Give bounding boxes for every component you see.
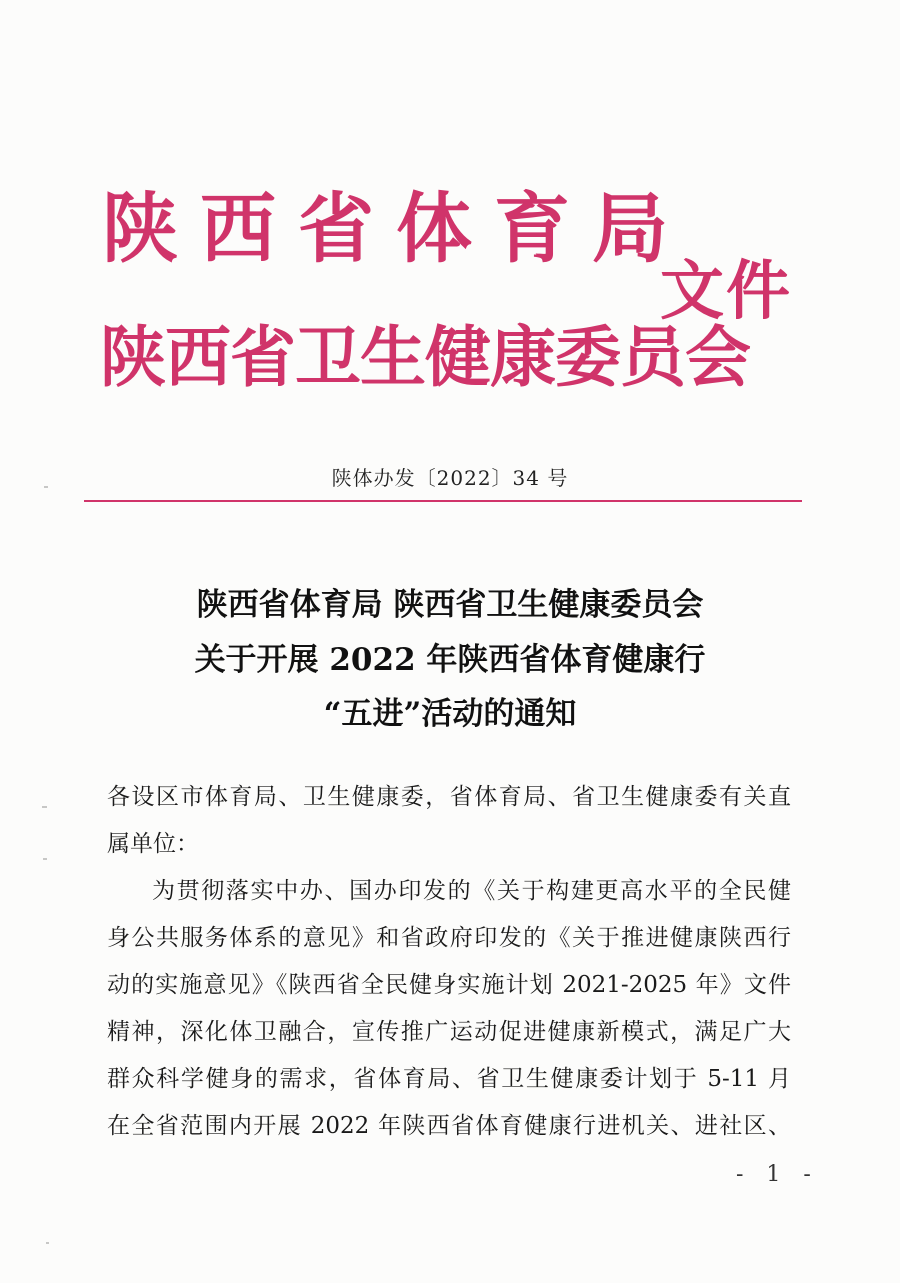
document-type-label: 文件 <box>660 255 792 329</box>
scan-speck <box>43 858 47 860</box>
scan-speck <box>42 806 47 808</box>
document-number: 陕体办发〔2022〕34 号 <box>331 466 569 490</box>
document-title-line-3: “五进”活动的通知 <box>323 696 577 732</box>
body-line: 精神，深化体卫融合，宣传推广运动促进健康新模式，满足广大 <box>107 1019 791 1045</box>
body-line: 群众科学健身的需求，省体育局、省卫生健康委计划于 5-11 月 <box>107 1066 791 1092</box>
document-title-line-2: 关于开展 2022 年陕西省体育健康行 <box>194 642 706 678</box>
scan-speck <box>44 486 48 488</box>
header-divider <box>84 500 802 502</box>
issuer-name-health-commission: 陕西省卫生健康委员会 <box>100 319 750 396</box>
body-line: 属单位： <box>107 831 199 857</box>
body-line: 在全省范围内开展 2022 年陕西省体育健康行进机关、进社区、 <box>107 1113 791 1139</box>
body-line: 身公共服务体系的意见》和省政府印发的《关于推进健康陕西行 <box>107 925 791 951</box>
body-line: 各设区市体育局、卫生健康委，省体育局、省卫生健康委有关直 <box>107 784 791 810</box>
issuer-name-sports-bureau: 陕西省体育局 <box>102 184 690 273</box>
body-line: 为贯彻落实中办、国办印发的《关于构建更高水平的全民健 <box>152 878 791 904</box>
document-title-line-1: 陕西省体育局 陕西省卫生健康委员会 <box>196 587 704 623</box>
body-line: 动的实施意见》《陕西省全民健身实施计划 2021-2025 年》文件 <box>107 972 791 998</box>
page-number: - 1 - <box>736 1162 819 1187</box>
scan-speck <box>46 1242 49 1244</box>
